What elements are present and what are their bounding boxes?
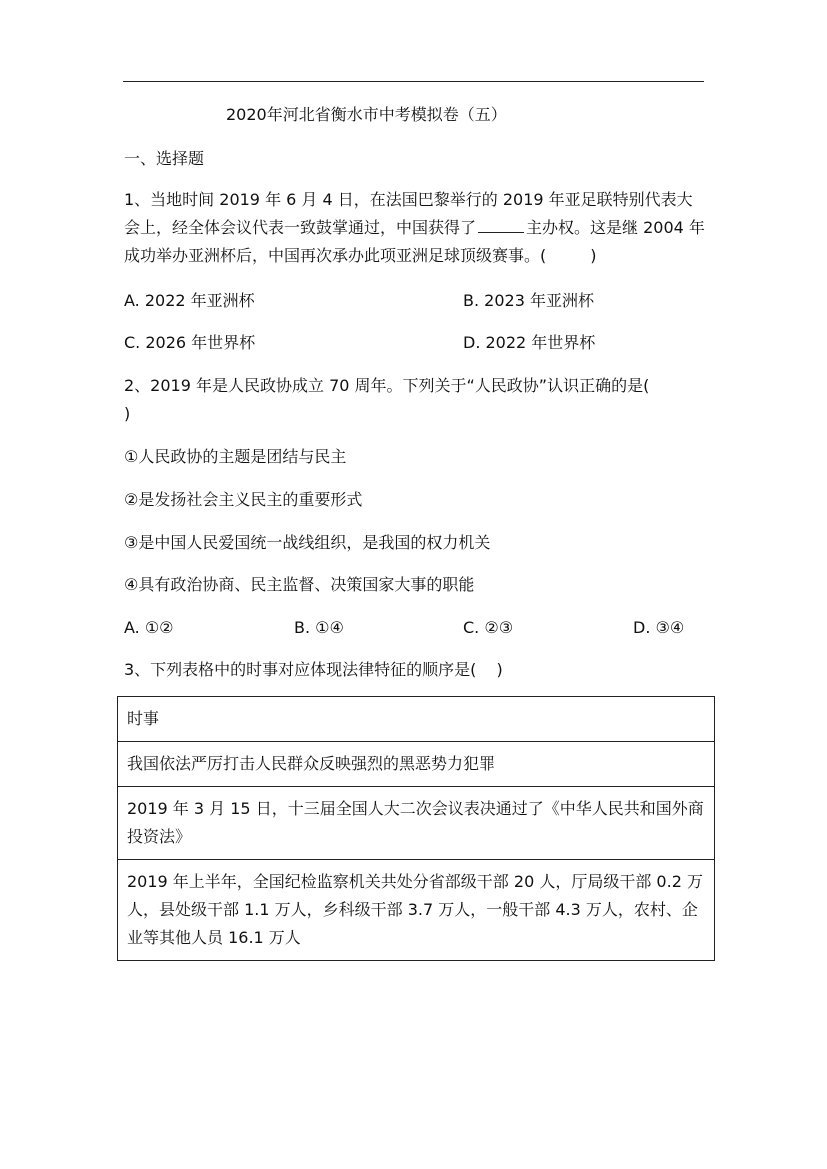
question-1-text-after-blank: 主办权。这是继 2004 年成功举办亚洲杯后，中国再次承办此项亚洲足球顶级赛事。(: [124, 218, 705, 265]
question-1-text-before-blank: 1、当地时间 2019 年 6 月 4 日，在法国巴黎举行的 2019 年亚足联特别代表大会上，经全体会议代表一致鼓掌通过，中国获得了: [124, 190, 693, 237]
section-heading: 一、选择题: [124, 149, 205, 168]
table-header-cell: 时事: [118, 697, 715, 742]
question-2-statement-2: ②是发扬社会主义民主的重要形式: [124, 490, 363, 509]
table-row: [118, 860, 715, 961]
question-2-stem-line-2: ): [124, 404, 131, 423]
question-1-paren-close: ): [590, 246, 597, 265]
table-header-row: [118, 697, 715, 742]
question-3-stem: [124, 658, 503, 682]
table-row: [118, 787, 715, 860]
question-2-statement-4: ④具有政治协商、民主监督、决策国家大事的职能: [124, 575, 475, 594]
table-row: [118, 742, 715, 787]
question-2-option-d: D. ③④: [633, 618, 685, 637]
question-3-paren-close: ): [496, 660, 503, 679]
current-events-table: [117, 696, 715, 961]
question-2-stem-line-1: 2、2019 年是人民政协成立 70 周年。下列关于“人民政协”认识正确的是(: [124, 376, 650, 395]
table-cell-event-3: 2019 年上半年，全国纪检监察机关共处分省部级干部 20 人，厅局级干部 0.2 万人，县处级干部 1.1 万人，乡科级干部 3.7 万人，一般干部 4.3 万人，农村、企业等其他人员 16.1 万人: [118, 860, 715, 961]
question-2-option-c: C. ②③: [463, 618, 514, 637]
question-1-option-a: A. 2022 年亚洲杯: [124, 291, 255, 310]
question-2-statement-1: ①人民政协的主题是团结与民主: [124, 447, 347, 466]
header-rule: [123, 81, 704, 82]
table-cell-event-1: 我国依法严厉打击人民群众反映强烈的黑恶势力犯罪: [118, 742, 715, 787]
answer-blank: [478, 218, 524, 233]
question-1-option-c: C. 2026 年世界杯: [124, 333, 256, 352]
question-3-stem-text: 3、下列表格中的时事对应体现法律特征的顺序是(: [124, 660, 477, 679]
question-1-option-d: D. 2022 年世界杯: [463, 333, 596, 352]
question-1-stem: [124, 186, 708, 270]
question-2-option-a: A. ①②: [124, 618, 174, 637]
question-1-option-b: B. 2023 年亚洲杯: [463, 291, 594, 310]
question-2-option-b: B. ①④: [294, 618, 344, 637]
question-2-statement-3: ③是中国人民爱国统一战线组织，是我国的权力机关: [124, 533, 491, 552]
exam-title: 2020年河北省衡水市中考模拟卷（五）: [226, 105, 507, 124]
table-cell-event-2: 2019 年 3 月 15 日，十三届全国人大二次会议表决通过了《中华人民共和国外商投资法》: [118, 787, 715, 860]
